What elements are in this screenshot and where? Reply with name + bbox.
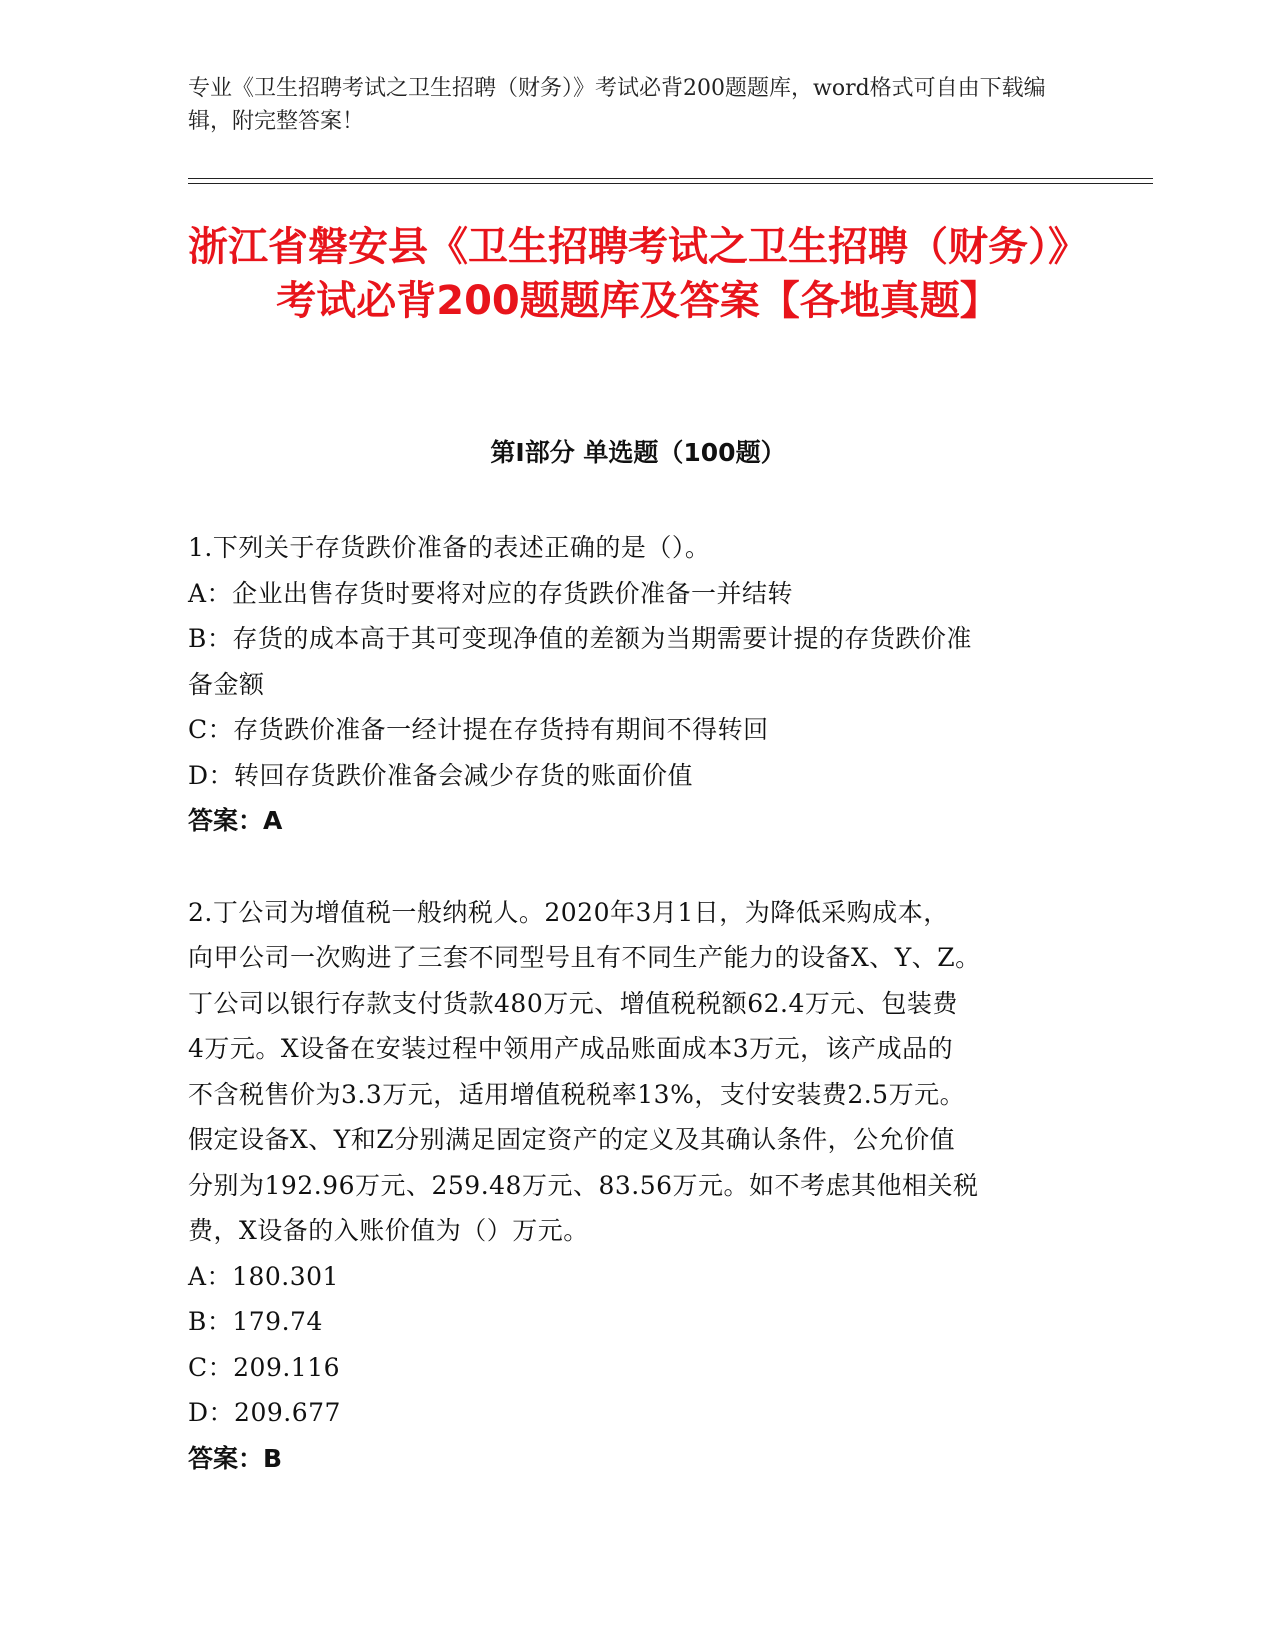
option-c: C：存货跌价准备一经计提在存货持有期间不得转回 [188,715,769,744]
option-b-continued: 备金额 [188,669,265,699]
option-c: C：209.116 [188,1352,341,1382]
question-stem: 向甲公司一次购进了三套不同型号且有不同生产能力的设备X、Y、Z。 [188,943,981,972]
header-rule-bottom [188,183,1153,184]
question-stem: 假定设备X、Y和Z分别满足固定资产的定义及其确认条件，公允价值 [188,1125,956,1154]
question-stem: 分别为192.96万元、259.48万元、83.56万元。如不考虑其他相关税 [188,1170,979,1200]
document-title: 浙江省磐安县《卫生招聘考试之卫生招聘（财务）》考试必背200题题库及答案【各地真题】 [188,224,1088,324]
option-b: B：179.74 [188,1307,323,1336]
question-stem: 丁公司以银行存款支付货款480万元、增值税税额62.4万元、包装费 [188,988,958,1018]
header-note: 专业《卫生招聘考试之卫生招聘（财务）》考试必背200题题库，word格式可自由下载编辑，附完整答案！ [188,76,1046,134]
option-a: A：企业出售存货时要将对应的存货跌价准备一并结转 [188,578,794,608]
option-d: D：转回存货跌价准备会减少存货的账面价值 [188,760,694,790]
question-stem: 2.丁公司为增值税一般纳税人。2020年3月1日，为降低采购成本， [188,897,949,927]
question-2 [188,890,1068,1482]
option-b: B：存货的成本高于其可变现净值的差额为当期需要计提的存货跌价准 [188,624,972,653]
option-a: A：180.301 [188,1261,339,1291]
question-stem: 不含税售价为3.3万元，适用增值税税率13%，支付安装费2.5万元。 [188,1079,966,1109]
answer-label: 答案：A [188,806,283,835]
question-stem: 4万元。X设备在安装过程中领用产成品账面成本3万元，该产成品的 [188,1034,954,1063]
option-d: D：209.677 [188,1398,341,1427]
section-title: 第I部分 单选题（100题） [490,438,786,467]
answer-label: 答案：B [188,1443,283,1473]
question-stem: 费，X设备的入账价值为（）万元。 [188,1216,589,1245]
header-rule-top [188,178,1153,179]
question-stem: 1.下列关于存货跌价准备的表述正确的是（）。 [188,533,711,562]
question-list [188,525,1068,1527]
question-1 [188,525,1068,844]
